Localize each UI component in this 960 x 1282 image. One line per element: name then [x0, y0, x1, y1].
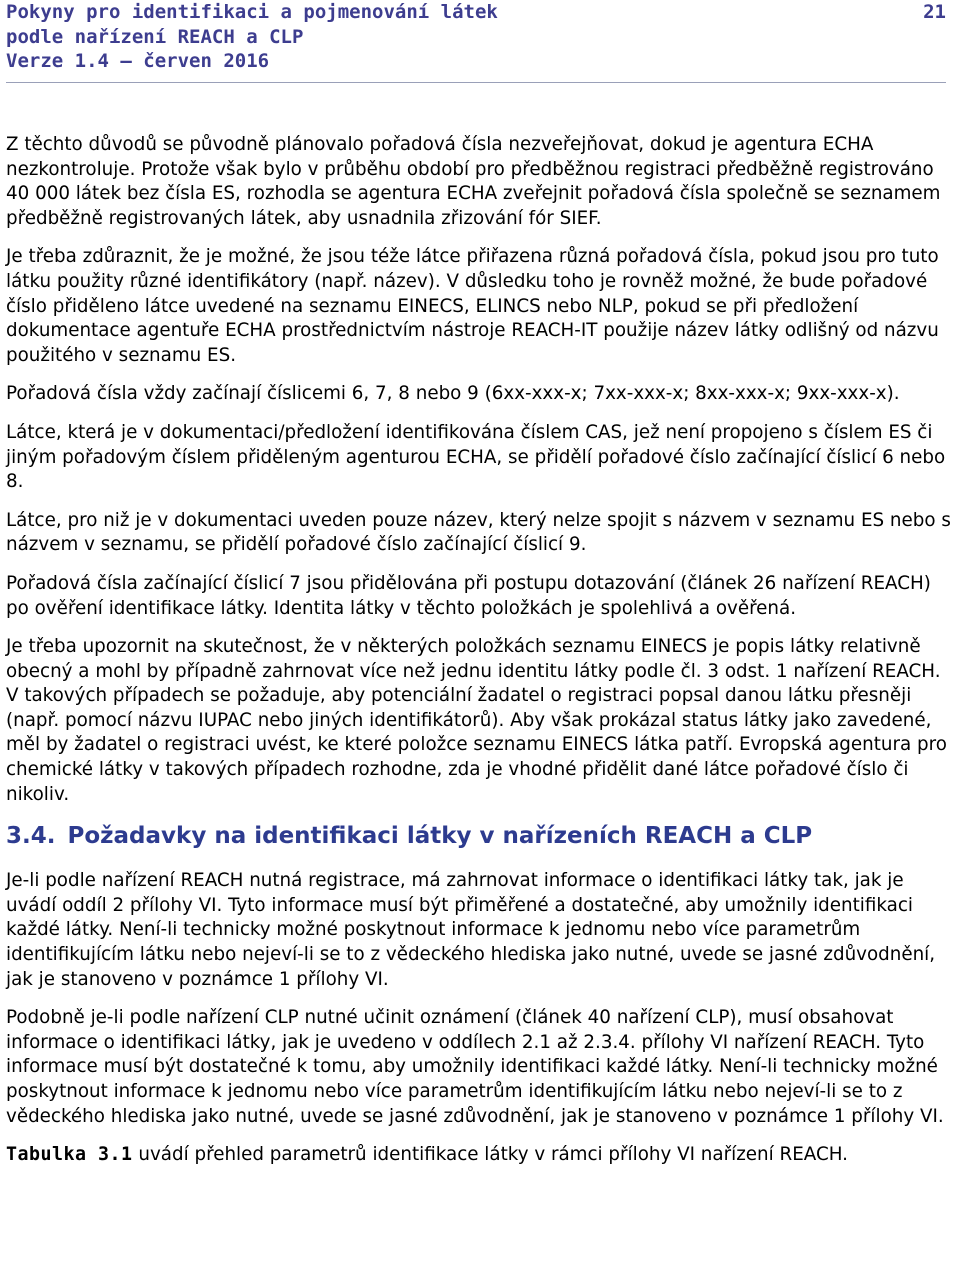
section-paragraph-3-text: uvádí přehled parametrů identifikace látky v rámci přílohy VI nařízení REACH.: [132, 1144, 848, 1166]
paragraph-4: Látce, která je v dokumentaci/předložení identifikována číslem CAS, jež není propojeno s číslem ES či jiným pořadovým číslem přiděleným agenturou ECHA, se přidělí pořadové číslo začínající číslicí 6 nebo 8.: [6, 421, 946, 493]
paragraph-6: Pořadová čísla začínající číslicí 7 jsou přidělována při postupu dotazování (článek 26 nařízení REACH) po ověření identifikace látky. Identita látky v těchto položkách je spolehlivá a ověřená.: [6, 572, 931, 619]
paragraph-5: Látce, pro niž je v dokumentaci uveden pouze název, který nelze spojit s názvem v seznamu ES nebo s názvem v seznamu, se přidělí pořadové číslo začínající číslicí 9.: [6, 509, 951, 556]
paragraph-7: Je třeba upozornit na skutečnost, že v některých položkách seznamu EINECS je popis látky relativně obecný a mohl by případně zahrnovat více než jednu identitu látky podle čl. 3 odst. 1 nařízení REACH. V takových případech se požaduje, aby potenciální žadatel o registraci popsal danou látku přesněji (např. pomocí názvu IUPAC nebo jiných identifikátorů). Aby však prokázal status látky jako zavedené, měl by žadatel o registraci uvést, ke které položce seznamu EINECS látka patří. Evropská agentura pro chemické látky v takových případech rozhodne, zda je vhodné přidělit dané látce pořadové číslo či nikoliv.: [6, 636, 947, 805]
header-divider: [6, 82, 946, 83]
paragraph-1: Z těchto důvodů se původně plánovalo pořadová čísla nezveřejňovat, dokud je agentura ECHA nezkontroluje. Protože však bylo v průběhu období pro předběžnou registraci předběžně registrováno 40 000 látek bez čísla ES, rozhodla se agentura ECHA zveřejnit pořadová čísla společně se seznamem předběžně registrovaných látek, aby usnadnila zřizování fór SIEF.: [6, 134, 941, 229]
page-body: [6, 133, 958, 1182]
section-paragraph-2: Podobně je-li podle nařízení CLP nutné učinit oznámení (článek 40 nařízení CLP), musí obsahovat informace o identifikaci látky, jak je uvedeno v oddílech 2.1 až 2.3.4. přílohy VI nařízení REACH. Tyto informace musí být dostatečné k tomu, aby umožnily identifikaci každé látky. Není-li technicky možné poskytnout informace k jednomu nebo více parametrům identifikujícím látku nebo nejeví-li se to z vědeckého hlediska jako nutné, uvede se jasné zdůvodnění, jak je stanoveno v poznámce 1 přílohy VI.: [6, 1007, 944, 1127]
section-heading: [6, 821, 958, 851]
header-title-line-2: podle nařízení REACH a CLP: [6, 25, 304, 48]
header-title-line-1: Pokyny pro identifikaci a pojmenování látek: [6, 1, 498, 23]
table-reference: Tabulka 3.1: [6, 1144, 133, 1166]
section-number: 3.4.: [6, 823, 56, 850]
section-paragraph-1: Je-li podle nařízení REACH nutná registrace, má zahrnovat informace o identifikaci látky tak, jak je uvádí oddíl 2 přílohy VI. Tyto informace musí být přiměřené a dostatečné, aby umožnily identifikaci každé látky. Není-li technicky možné poskytnout informace k jednomu nebo více parametrům identifikujícím látku nebo nejeví-li se to z vědeckého hlediska jako nutné, uvede se jasné zdůvodnění, jak je stanoveno v poznámce 1 přílohy VI.: [6, 870, 936, 990]
paragraph-3: Pořadová čísla vždy začínají číslicemi 6, 7, 8 nebo 9 (6xx-xxx-x; 7xx-xxx-x; 8xx-xxx-x; 9xx-xxx-x).: [6, 383, 900, 405]
section-title: Požadavky na identifikaci látky v nařízeních REACH a CLP: [67, 823, 813, 850]
section-paragraph-3: [6, 1143, 958, 1168]
page-number: 21: [923, 1, 946, 23]
header-version: Verze 1.4 – červen 2016: [6, 50, 270, 72]
paragraph-2: Je třeba zdůraznit, že je možné, že jsou téže látce přiřazena různá pořadová čísla, pokud jsou pro tuto látku použity různé identifikátory (např. název). V důsledku toho je rovněž možné, že bude pořadové číslo přiděleno látce uvedené na seznamu EINECS, ELINCS nebo NLP, pokud se při předložení dokumentace agentuře ECHA prostřednictvím nástroje REACH-IT použije název látky odlišný od názvu použitého v seznamu ES.: [6, 246, 939, 366]
page-header: [6, 0, 956, 74]
